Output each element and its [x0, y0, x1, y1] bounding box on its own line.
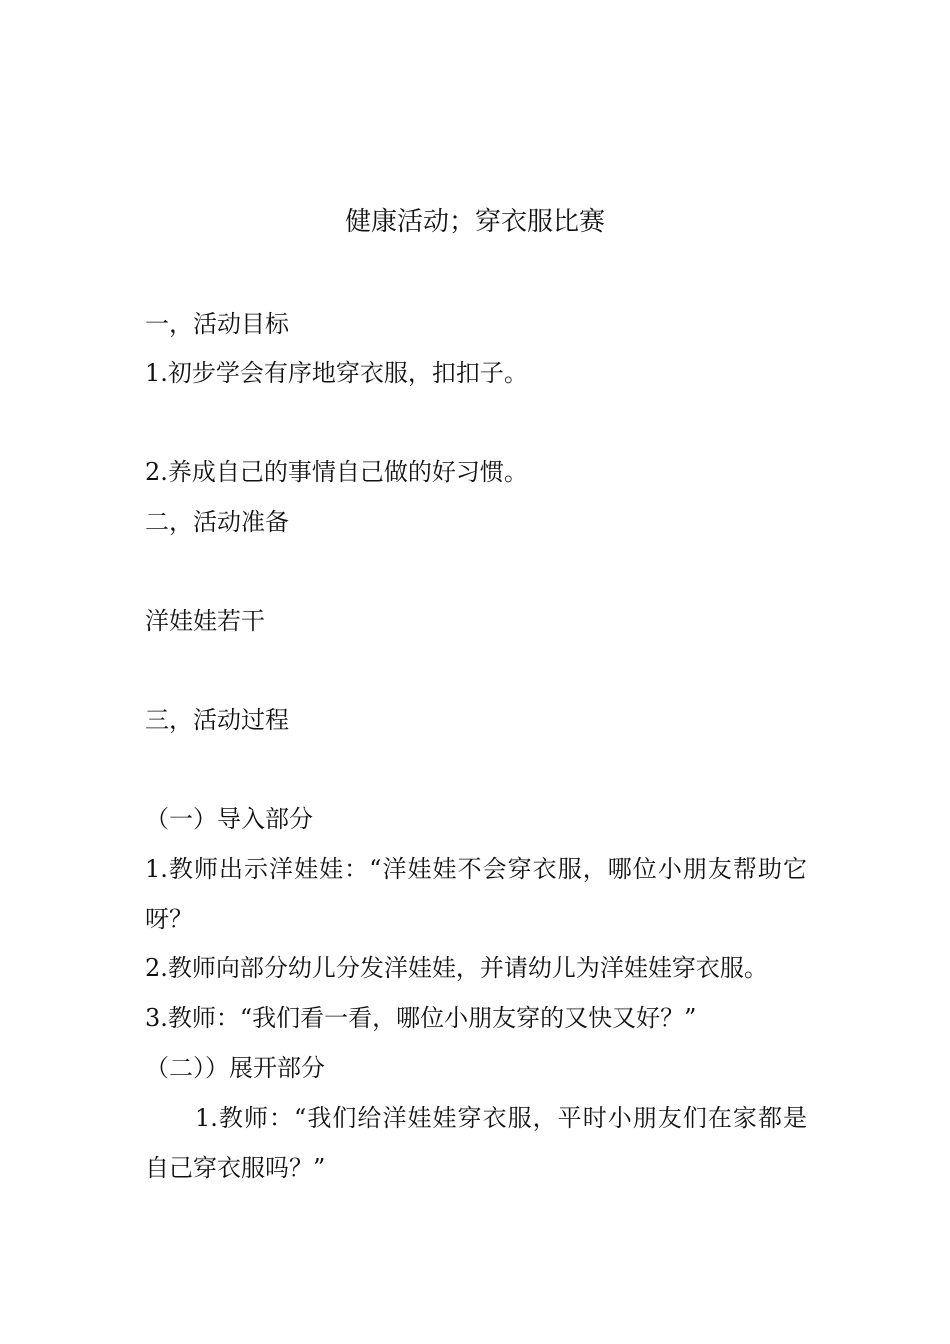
- intro-item-2: 2.教师向部分幼儿分发洋娃娃，并请幼儿为洋娃娃穿衣服。: [145, 954, 768, 982]
- intro-item-3: 3.教师：“我们看一看，哪位小朋友穿的又快又好？”: [145, 1004, 697, 1032]
- section-heading-goals: 一，活动目标: [145, 310, 289, 338]
- section-heading-process: 三，活动过程: [145, 706, 289, 734]
- goal-item-2: 2.养成自己的事情自己做的好习惯。: [145, 458, 528, 486]
- subsection-heading-intro: （一）导入部分: [145, 805, 313, 833]
- preparation-text: 洋娃娃若干: [145, 607, 265, 635]
- document-title: 健康活动；穿衣服比赛: [344, 207, 605, 237]
- section-heading-preparation: 二，活动准备: [145, 508, 289, 536]
- development-item-1: 1.教师：“我们给洋娃娃穿衣服，平时小朋友们在家都是: [195, 1104, 807, 1132]
- goal-item-1: 1.初步学会有序地穿衣服，扣扣子。: [145, 359, 528, 387]
- intro-item-1-continued: 呀？: [145, 905, 193, 933]
- subsection-heading-development: （二））展开部分: [145, 1054, 325, 1082]
- development-item-1-continued: 自己穿衣服吗？”: [145, 1154, 326, 1182]
- intro-item-1: 1.教师出示洋娃娃：“洋娃娃不会穿衣服，哪位小朋友帮助它: [145, 855, 807, 883]
